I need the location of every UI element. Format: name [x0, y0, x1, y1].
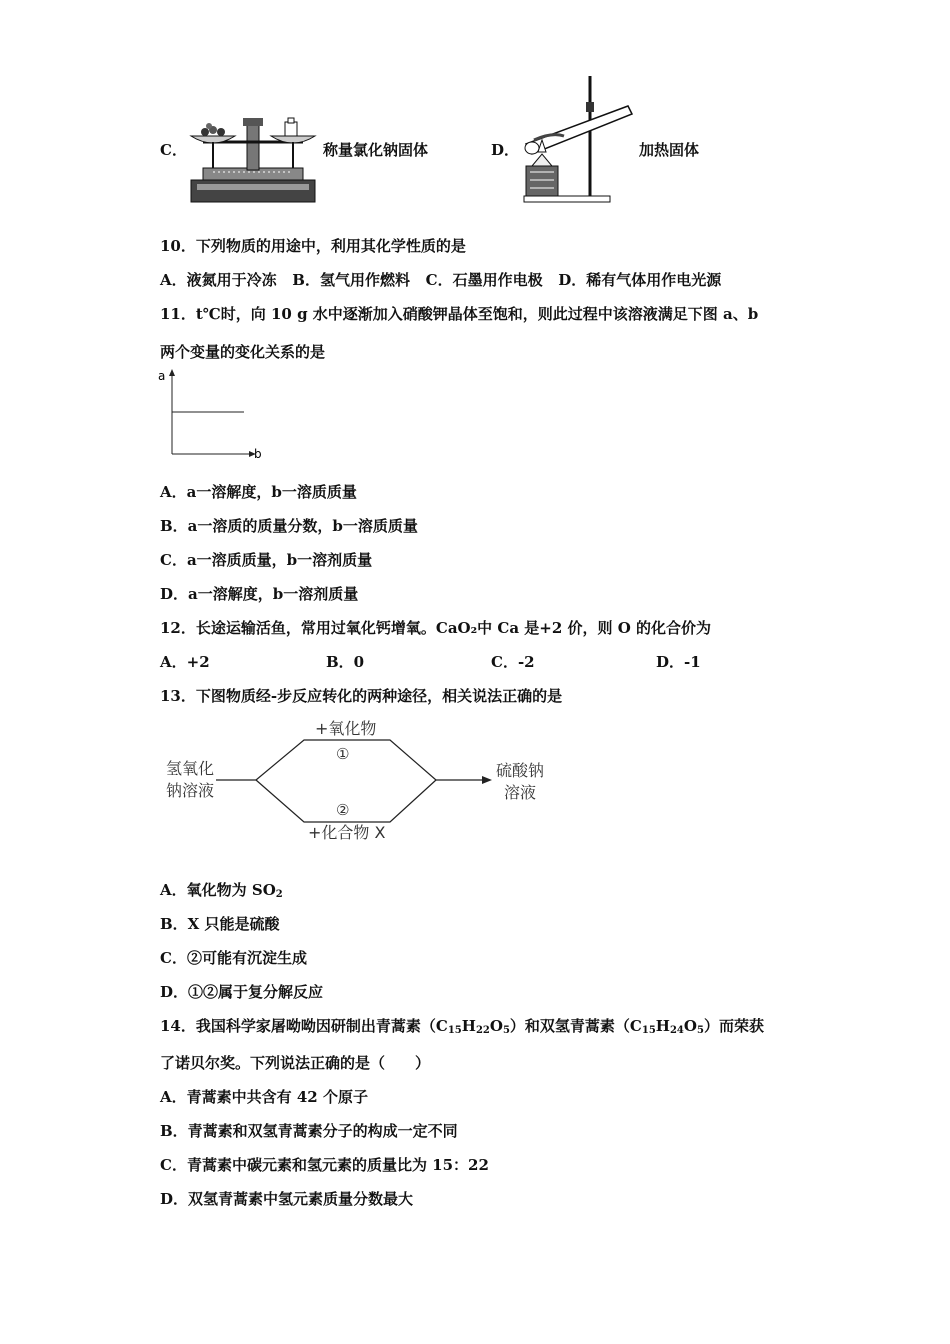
q12-option-b: B．0	[326, 653, 365, 671]
q14-text-1: 14．我国科学家屠呦呦因研制出青蒿素（C	[160, 1017, 448, 1035]
q11-graph	[155, 366, 265, 462]
q9-option-c-label: C．	[160, 141, 187, 159]
q13-option-b: B．X 只能是硫酸	[160, 915, 280, 933]
q14-sub-5: 24	[669, 1025, 684, 1036]
q13-bottom-number: ②	[336, 801, 350, 819]
q11-stem-line1: 11．t℃时，向 10 g 水中逐渐加入硝酸钾晶体至饱和，则此过程中该溶液满足下图 a、b	[160, 305, 759, 323]
q11-option-a: A．a一溶解度，b一溶质质量	[160, 483, 357, 501]
q13-top-number: ①	[336, 745, 350, 763]
q14-option-a: A．青蒿素中共含有 42 个原子	[160, 1088, 368, 1106]
q11-stem-line2: 两个变量的变化关系的是	[160, 343, 326, 361]
q10-stem: 10．下列物质的用途中，利用其化学性质的是	[160, 237, 466, 255]
q13-bottom-label: +化合物 X	[308, 823, 386, 842]
q12-option-d: D．-1	[656, 653, 701, 671]
q13-right-line2: 溶液	[504, 783, 537, 802]
q11-option-b: B．a一溶质的质量分数，b一溶质质量	[160, 517, 418, 535]
heating-apparatus-illustration	[518, 74, 643, 206]
q13-right-line1: 硫酸钠	[496, 761, 545, 780]
q14-text-2: H	[461, 1017, 476, 1035]
q14-sub-2: 22	[475, 1025, 490, 1036]
q14-option-b: B．青蒿素和双氢青蒿素分子的构成一定不同	[160, 1122, 458, 1140]
q13-option-c: C．②可能有沉淀生成	[160, 949, 307, 967]
q12-stem: 12．长途运输活鱼，常用过氧化钙增氧。CaO₂中 Ca 是+2 价，则 O 的化合价为	[160, 619, 712, 637]
q14-text-4: ）和双氢青蒿素（C	[509, 1017, 642, 1035]
q14-text-3: O	[489, 1017, 503, 1035]
q9-option-d-text: 加热固体	[639, 141, 700, 159]
q13-top-label: +氧化物	[315, 719, 377, 738]
q14-option-d: D．双氢青蒿素中氢元素质量分数最大	[160, 1190, 414, 1208]
q13-option-a-text: A．氧化物为 SO	[160, 881, 276, 899]
q11-graph-y-label: a	[158, 369, 166, 383]
q11-option-d: D．a一溶解度，b一溶剂质量	[160, 585, 359, 603]
q14-stem-line1	[160, 1016, 764, 1036]
q14-sub-6: 5	[696, 1025, 704, 1036]
q13-option-a-subscript: 2	[275, 889, 283, 900]
q14-text-7: ）而荣获	[703, 1017, 764, 1035]
q9-option-c-text: 称量氯化钠固体	[323, 141, 429, 159]
q14-option-c: C．青蒿素中碳元素和氢元素的质量比为 15：22	[160, 1156, 489, 1174]
q14-stem-line2: 了诺贝尔奖。下列说法正确的是（ ）	[160, 1054, 431, 1072]
q14-text-5: H	[655, 1017, 670, 1035]
q14-sub-4: 15	[641, 1025, 656, 1036]
q11-graph-x-label: b	[254, 447, 262, 461]
q9-option-d-label: D．	[491, 141, 520, 159]
q13-left-line2: 钠溶液	[166, 781, 215, 800]
q13-reaction-diagram	[160, 716, 560, 846]
q13-option-a	[160, 880, 283, 900]
q11-option-c: C．a一溶质质量，b一溶剂质量	[160, 551, 373, 569]
q12-option-c: C．-2	[491, 653, 535, 671]
q12-option-a: A．+2	[160, 653, 210, 671]
q10-options: A．液氮用于冷冻 B．氢气用作燃料 C．石墨用作电极 D．稀有气体用作电光源	[160, 271, 722, 289]
q14-sub-3: 5	[502, 1025, 510, 1036]
q13-option-d: D．①②属于复分解反应	[160, 983, 324, 1001]
q14-text-6: O	[683, 1017, 697, 1035]
q13-stem: 13．下图物质经-步反应转化的两种途径，相关说法正确的是	[160, 687, 563, 705]
balance-scale-illustration	[183, 112, 323, 207]
q13-left-line1: 氢氧化	[166, 759, 215, 778]
q14-sub-1: 15	[447, 1025, 462, 1036]
